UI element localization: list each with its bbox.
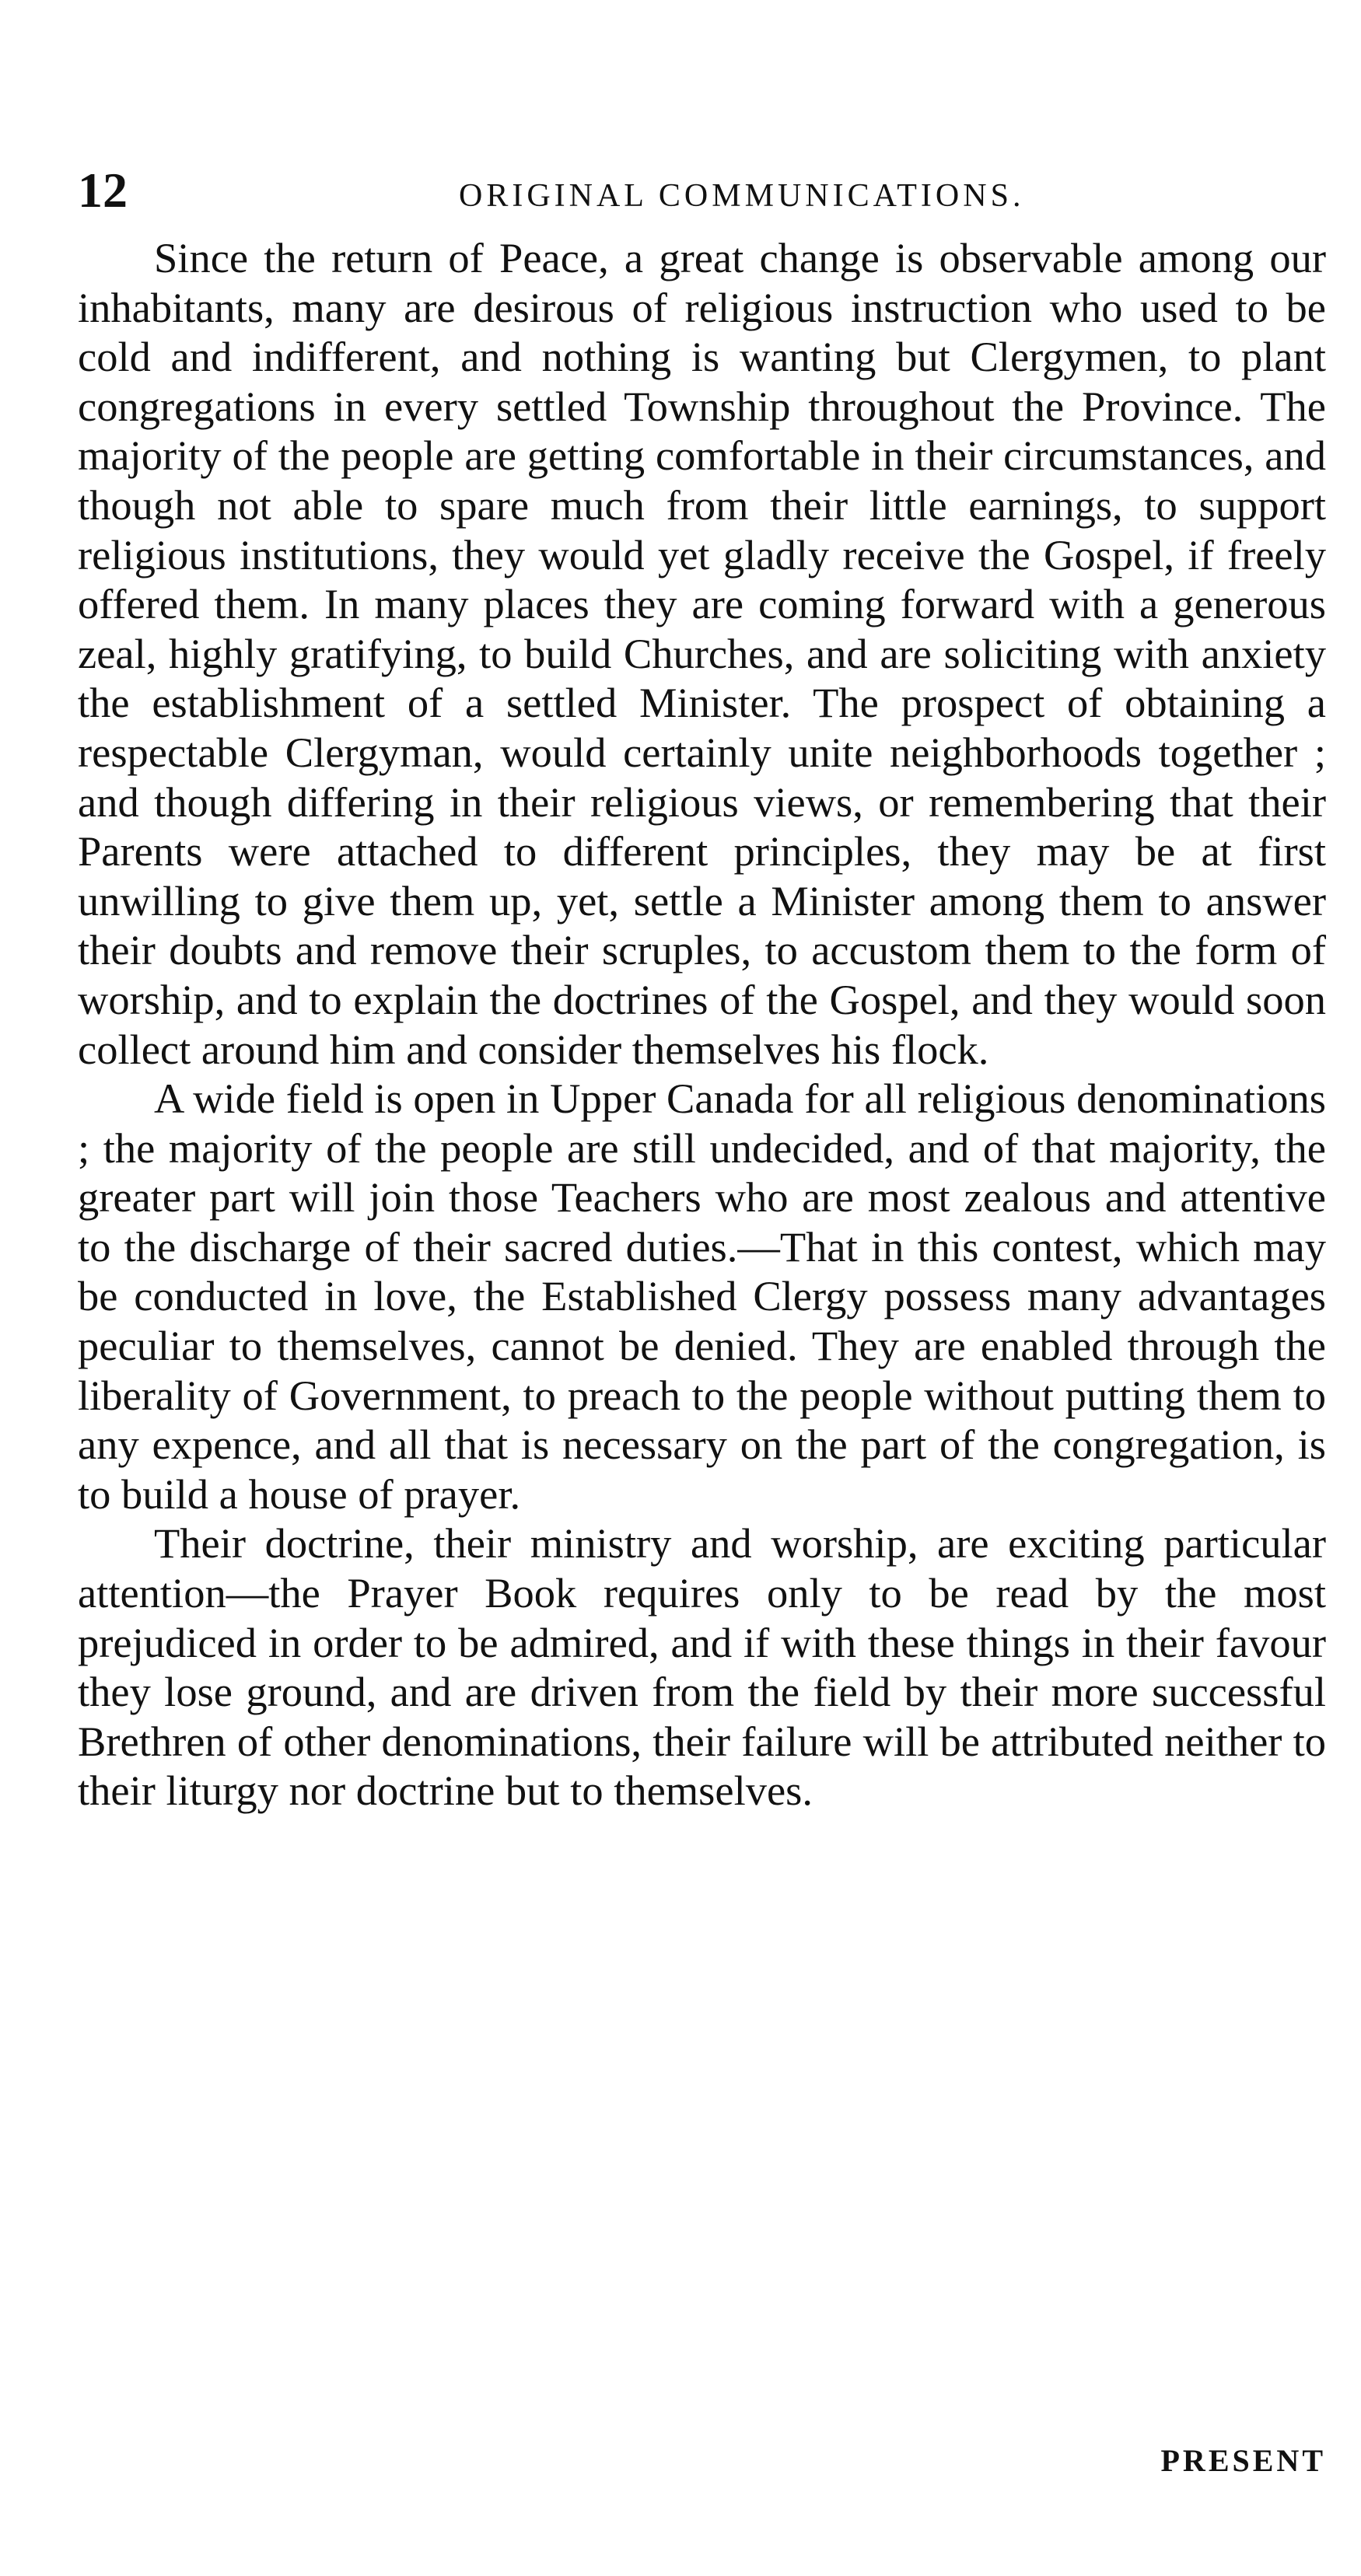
page-number: 12 [78,163,128,218]
catchword: PRESENT [1160,2443,1326,2478]
paragraph-3: Their doctrine, their ministry and worship, are exciting particular attention—the Prayer Book requires only to be read by the most prejudiced in order to be admired, and if with these things in their favour they lose ground, and are driven from the field by their more successful Brethren of other denominations, their failure will be attributed neither to their liturgy nor doctrine but to themselves. [78,1519,1326,1815]
running-head: ORIGINAL COMMUNICATIONS. [459,178,1025,214]
page-header [78,159,1326,222]
body-text [78,233,1326,1816]
paragraph-2: A wide field is open in Upper Canada for all religious denominations ; the majority of the people are still undecided, and of that majority, the greater part will join those Teachers who are most zealous and attentive to the discharge of their sacred duties.—That in this contest, which may be conducted in love, the Established Clergy possess many advantages peculiar to themselves, cannot be denied. They are enabled through the liberality of Government, to preach to the people without putting them to any expence, and all that is necessary on the part of the congregation, is to build a house of prayer. [78,1075,1326,1518]
paragraph-1: Since the return of Peace, a great change is observable among our inhabitants, many are desirous of religious instruction who used to be cold and indifferent, and nothing is wanting but Clergymen, to plant congregations in every settled Township throughout the Province. The majority of the people are getting comfortable in their circumstances, and though not able to spare much from their little earnings, to support religious institutions, they would yet gladly receive the Gospel, if freely offered them. In many places they are coming forward with a generous zeal, highly gratifying, to build Churches, and are soliciting with anxiety the establishment of a settled Minister. The prospect of obtaining a respectable Clergyman, would certainly unite neighborhoods together ; and though differing in their religious views, or remembering that their Parents were attached to different principles, they may be at first unwilling to give them up, yet, settle a Minister among them to answer their doubts and remove their scruples, to accustom them to the form of worship, and to explain the doctrines of the Gospel, and they would soon collect around him and consider themselves his flock. [78,234,1326,1073]
